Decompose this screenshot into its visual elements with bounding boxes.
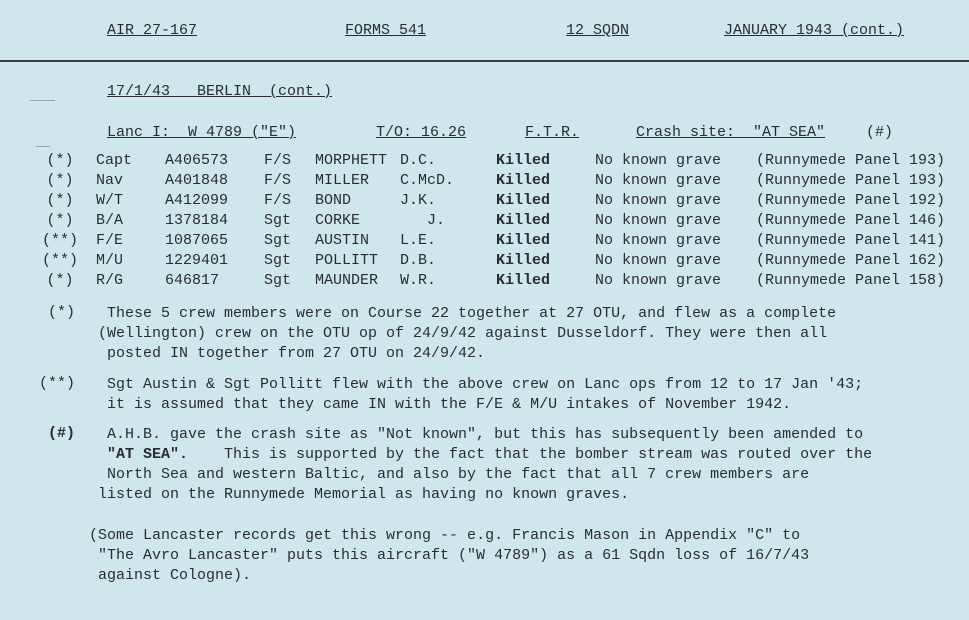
crew-service-number: 1229401 xyxy=(165,252,229,269)
crew-panel: (Runnymede Panel 193) xyxy=(756,152,946,169)
crew-row xyxy=(0,192,969,212)
crew-service-number: 1087065 xyxy=(165,232,229,249)
crew-initials: W.R. xyxy=(400,272,437,289)
header-date: JANUARY 1943 (cont.) xyxy=(724,22,905,39)
crew-service-number: A401848 xyxy=(165,172,229,189)
note-double-mark: (**) xyxy=(39,375,76,392)
crew-service-number: 1378184 xyxy=(165,212,229,229)
raid-title: 17/1/43 BERLIN (cont.) xyxy=(107,83,333,100)
note-hash-line: listed on the Runnymede Memorial as having no known graves. xyxy=(98,486,630,503)
crew-service-number: A412099 xyxy=(165,192,229,209)
crew-row xyxy=(0,232,969,252)
crew-grave: No known grave xyxy=(595,212,722,229)
crew-rank: F/S xyxy=(264,172,292,189)
crew-panel: (Runnymede Panel 141) xyxy=(756,232,946,249)
crew-rank: Sgt xyxy=(264,212,292,229)
header-forms: FORMS 541 xyxy=(345,22,427,39)
crew-rank: Sgt xyxy=(264,272,292,289)
note-hash-line: A.H.B. gave the crash site as "Not known", but this has subsequently been amended to xyxy=(107,426,864,443)
note-hash-mark: (#) xyxy=(48,425,76,442)
crew-grave: No known grave xyxy=(595,192,722,209)
crew-surname: MAUNDER xyxy=(315,272,379,289)
crew-grave: No known grave xyxy=(595,272,722,289)
crew-role: Capt xyxy=(96,152,133,169)
note-single-line: These 5 crew members were on Course 22 together at 27 OTU, and flew as a complete xyxy=(107,305,837,322)
header-sqdn: 12 SQDN xyxy=(566,22,630,39)
crew-row xyxy=(0,272,969,292)
crew-row xyxy=(0,212,969,232)
margin-mark xyxy=(36,146,50,147)
crew-initials: D.B. xyxy=(400,252,437,269)
crew-role: W/T xyxy=(96,192,124,209)
crew-panel: (Runnymede Panel 192) xyxy=(756,192,946,209)
crew-status: Killed xyxy=(496,252,551,269)
crew-mark: (*) xyxy=(46,172,74,189)
crew-role: F/E xyxy=(96,232,124,249)
crew-surname: CORKE xyxy=(315,212,361,229)
aircraft-serial: Lanc I: W 4789 ("E") xyxy=(107,124,297,141)
takeoff-time: T/O: 16.26 xyxy=(376,124,467,141)
crew-panel: (Runnymede Panel 162) xyxy=(756,252,946,269)
crash-site: Crash site: "AT SEA" xyxy=(636,124,826,141)
crew-panel: (Runnymede Panel 193) xyxy=(756,172,946,189)
note-single-line: (Wellington) crew on the OTU op of 24/9/42 against Dusseldorf. They were then all xyxy=(98,325,828,342)
crew-rank: F/S xyxy=(264,152,292,169)
header-rule xyxy=(0,60,969,62)
crew-grave: No known grave xyxy=(595,252,722,269)
crew-surname: AUSTIN xyxy=(315,232,370,249)
note-single-line: posted IN together from 27 OTU on 24/9/42. xyxy=(107,345,486,362)
ftr-label: F.T.R. xyxy=(525,124,580,141)
crew-surname: MILLER xyxy=(315,172,370,189)
header-ref: AIR 27-167 xyxy=(107,22,198,39)
note-hash-line: This is supported by the fact that the bomber stream was routed over the xyxy=(188,446,873,463)
crew-initials: C.McD. xyxy=(400,172,455,189)
crew-initials: D.C. xyxy=(400,152,437,169)
crew-row xyxy=(0,252,969,272)
crew-row xyxy=(0,172,969,192)
crash-site-mark: (#) xyxy=(866,124,894,141)
crew-mark: (*) xyxy=(46,212,74,229)
crew-service-number: A406573 xyxy=(165,152,229,169)
crew-grave: No known grave xyxy=(595,152,722,169)
crew-surname: MORPHETT xyxy=(315,152,388,169)
note-double-line: it is assumed that they came IN with the F/E & M/U intakes of November 1942. xyxy=(107,396,792,413)
crew-status: Killed xyxy=(496,232,551,249)
note-hash-line: North Sea and western Baltic, and also by the fact that all 7 crew members are xyxy=(107,466,810,483)
crew-surname: POLLITT xyxy=(315,252,379,269)
crew-status: Killed xyxy=(496,172,551,189)
crew-panel: (Runnymede Panel 146) xyxy=(756,212,946,229)
crew-role: B/A xyxy=(96,212,124,229)
crew-status: Killed xyxy=(496,152,551,169)
footnote-line: against Cologne). xyxy=(98,567,252,584)
crew-panel: (Runnymede Panel 158) xyxy=(756,272,946,289)
crew-grave: No known grave xyxy=(595,232,722,249)
crew-grave: No known grave xyxy=(595,172,722,189)
footnote-line: "The Avro Lancaster" puts this aircraft ("W 4789") as a 61 Sqdn loss of 16/7/43 xyxy=(98,547,810,564)
crew-mark: (*) xyxy=(46,192,74,209)
crew-status: Killed xyxy=(496,192,551,209)
crew-status: Killed xyxy=(496,212,551,229)
margin-mark xyxy=(30,100,55,101)
crew-mark: (*) xyxy=(46,152,74,169)
crew-role: R/G xyxy=(96,272,124,289)
crew-rank: Sgt xyxy=(264,232,292,249)
crew-mark: (**) xyxy=(41,252,78,269)
crew-surname: BOND xyxy=(315,192,352,209)
footnote-line: (Some Lancaster records get this wrong -- e.g. Francis Mason in Appendix "C" to xyxy=(89,527,801,544)
crew-status: Killed xyxy=(496,272,551,289)
note-double-line: Sgt Austin & Sgt Pollitt flew with the above crew on Lanc ops from 12 to 17 Jan '43; xyxy=(107,376,864,393)
crew-initials: J.K. xyxy=(400,192,437,209)
crew-rank: Sgt xyxy=(264,252,292,269)
crew-initials: L.E. xyxy=(400,232,437,249)
crew-initials: J. xyxy=(400,212,446,229)
note-single-mark: (*) xyxy=(48,304,76,321)
crew-mark: (**) xyxy=(41,232,78,249)
crew-row xyxy=(0,152,969,172)
crew-mark: (*) xyxy=(46,272,74,289)
crew-role: M/U xyxy=(96,252,124,269)
crew-rank: F/S xyxy=(264,192,292,209)
crew-service-number: 646817 xyxy=(165,272,220,289)
note-hash-bold: "AT SEA". xyxy=(107,446,189,463)
crew-role: Nav xyxy=(96,172,124,189)
